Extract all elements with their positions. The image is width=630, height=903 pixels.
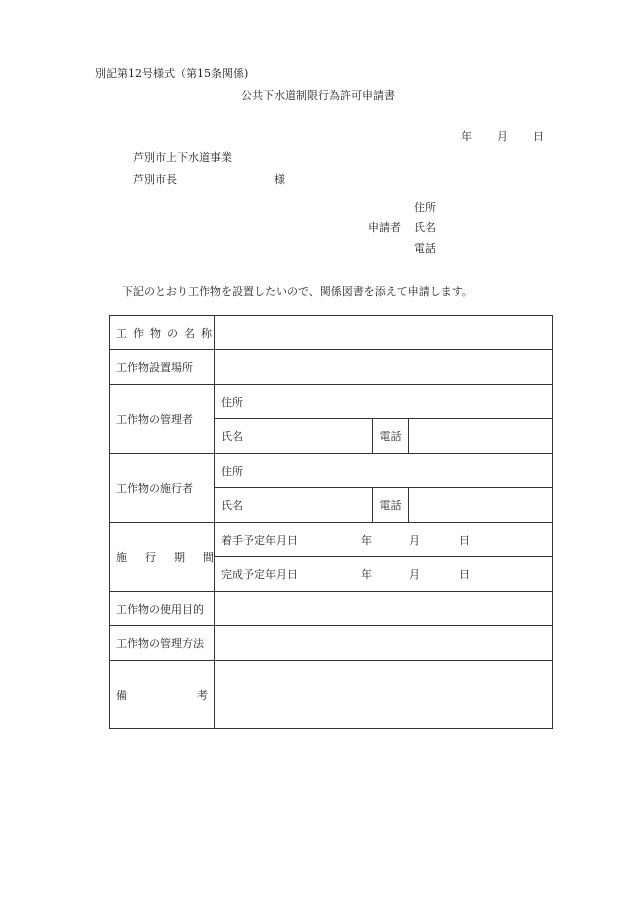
date-year-label: 年	[461, 130, 472, 143]
table-row	[110, 626, 553, 661]
addressee-title: 芦別市長	[133, 173, 177, 186]
contractor-label: 工作物の施行者	[110, 454, 215, 523]
structure-name-label: 工作物の名称	[110, 316, 215, 350]
contractor-name-label: 氏名	[221, 499, 243, 512]
structure-location-field[interactable]	[215, 350, 553, 385]
addressee-organization: 芦別市上下水道事業	[133, 151, 232, 164]
manager-phone-field[interactable]	[409, 419, 553, 454]
complete-date-label: 完成予定年月日	[221, 568, 298, 581]
date-month-label: 月	[497, 130, 508, 143]
structure-location-label: 工作物設置場所	[110, 350, 215, 385]
table-row	[110, 661, 553, 729]
start-date-field[interactable]	[215, 523, 553, 557]
contractor-phone-label: 電話	[373, 488, 409, 523]
period-label: 施行期間	[116, 551, 232, 564]
manager-name-field[interactable]	[215, 419, 373, 454]
purpose-label: 工作物の使用目的	[110, 592, 215, 626]
manager-address-field[interactable]	[215, 385, 553, 419]
remarks-label-first: 備	[116, 688, 127, 702]
application-table	[109, 315, 553, 729]
start-day-label: 日	[459, 533, 470, 547]
remarks-label-second: 考	[197, 688, 208, 702]
manager-label: 工作物の管理者	[110, 385, 215, 454]
contractor-phone-field[interactable]	[409, 488, 553, 523]
table-row	[110, 385, 553, 419]
structure-name-field[interactable]	[215, 316, 553, 350]
manager-address-label: 住所	[221, 395, 243, 409]
start-year-label: 年	[361, 533, 372, 547]
addressee-honorific: 様	[274, 173, 285, 186]
remarks-label-cell	[110, 661, 215, 729]
complete-day-label: 日	[459, 568, 470, 581]
table-row	[110, 523, 553, 557]
remarks-field[interactable]	[215, 661, 553, 729]
management-method-field[interactable]	[215, 626, 553, 661]
management-method-label: 工作物の管理方法	[110, 626, 215, 661]
form-number: 別記第12号様式（第15条関係)	[95, 67, 249, 80]
date-day-label: 日	[533, 130, 544, 143]
complete-month-label: 月	[409, 568, 420, 581]
manager-name-label: 氏名	[221, 430, 243, 443]
table-row	[110, 316, 553, 350]
purpose-field[interactable]	[215, 592, 553, 626]
table-row	[110, 350, 553, 385]
applicant-label: 申請者	[368, 221, 401, 234]
period-label-cell	[110, 523, 232, 592]
applicant-address-label: 住所	[414, 201, 436, 214]
contractor-address-field[interactable]	[215, 454, 553, 488]
start-month-label: 月	[409, 533, 420, 547]
contractor-name-field[interactable]	[215, 488, 373, 523]
table-row	[110, 454, 553, 488]
contractor-address-label: 住所	[221, 464, 243, 478]
applicant-phone-label: 電話	[414, 242, 436, 255]
start-date-label: 着手予定年月日	[221, 533, 298, 547]
complete-date-field[interactable]	[215, 557, 553, 592]
document-title: 公共下水道制限行為許可申請書	[241, 89, 395, 102]
table-row	[110, 592, 553, 626]
manager-phone-label: 電話	[373, 419, 409, 454]
complete-year-label: 年	[361, 568, 372, 581]
intro-text: 下記のとおり工作物を設置したいので、関係図書を添えて申請します。	[122, 285, 473, 298]
applicant-name-label: 氏名	[414, 221, 436, 234]
